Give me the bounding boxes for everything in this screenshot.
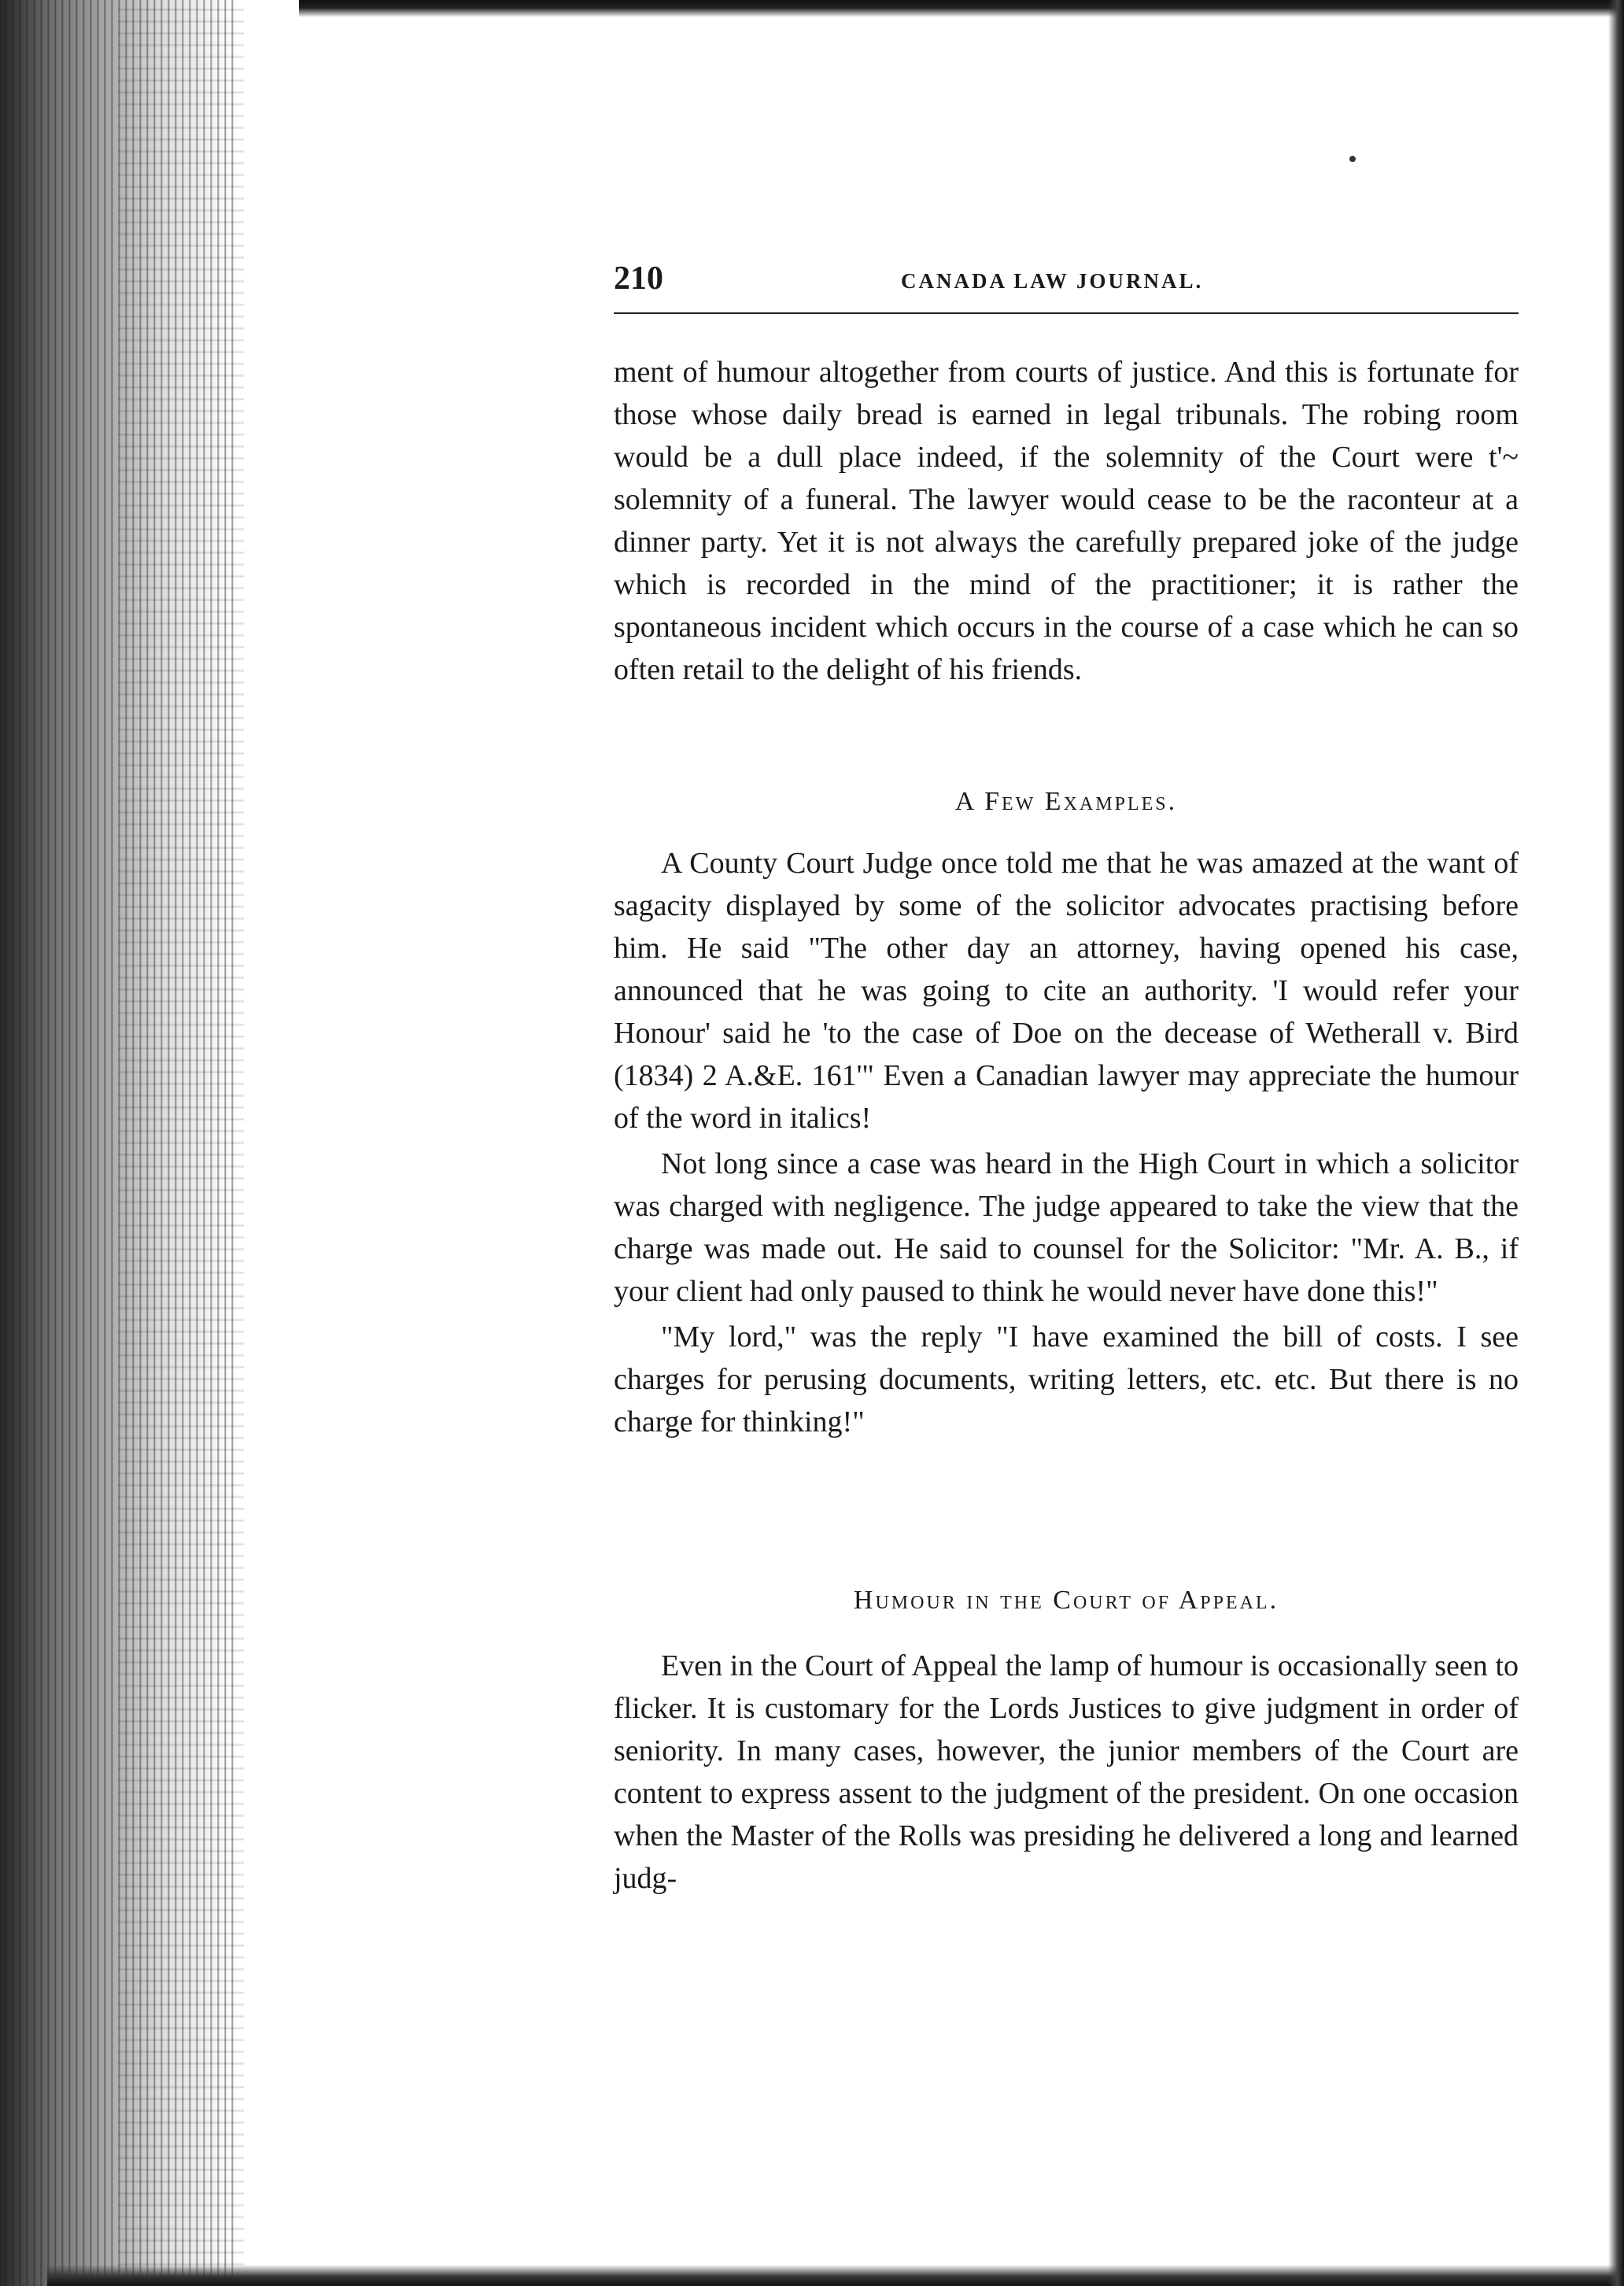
binding-speckle <box>118 0 244 2286</box>
section-examples-body <box>614 842 1519 1443</box>
page-right-edge <box>1608 0 1624 2286</box>
paragraph: "My lord," was the reply "I have examined the bill of costs. I see charges for perusing documents, writing letters, etc. etc. But there is no charge for thinking!" <box>614 1320 1519 1438</box>
opening-text <box>614 351 1519 691</box>
running-head: CANADA LAW JOURNAL. <box>901 269 1204 293</box>
paragraph: A County Court Judge once told me that he was amazed at the want of sagacity displayed by some of the solicitor advocates practising before him. He said "The other day an attorney, having opened his case, announced that he was going to cite an authority. 'I would refer your Honour' said he 'to the case of Doe on the decease of Wetherall v. Bird (1834) 2 A.&E. 161'" Even a Canadian lawyer may appreciate the humour of the word in italics! <box>614 847 1519 1135</box>
section-heading-court-of-appeal: Humour in the Court of Appeal. <box>853 1586 1279 1615</box>
paragraph: Not long since a case was heard in the High Court in which a solicitor was charged with negligence. The judge appeared to take the view that the charge was made out. He said to counsel for the Solicitor: "Mr. A. B., if your client had only paused to think he would never have done this!" <box>614 1147 1519 1308</box>
page-bottom-edge <box>47 2265 1624 2286</box>
page-top-edge <box>299 0 1624 17</box>
page-number: 210 <box>614 260 663 297</box>
section-heading-examples: A Few Examples. <box>954 787 1178 816</box>
page-header <box>614 260 1519 307</box>
paragraph: ment of humour altogether from courts of justice. And this is fortunate for those whose daily bread is earned in legal tribunals. The robing room would be a dull place indeed, if the solemnity of the Court were t'~ solemnity of a funeral. The lawyer would cease to be the raconteur at a dinner party. Yet it is not always the carefully prepared joke of the judge which is recorded in the mind of the practitioner; it is rather the spontaneous incident which occurs in the course of a case which he can so often retail to the delight of his friends. <box>614 356 1519 686</box>
paragraph: Even in the Court of Appeal the lamp of humour is occasionally seen to flicker. It is customary for the Lords Justices to give judgment in order of seniority. In many cases, however, the junior members of the Court are content to express assent to the judgment of the president. On one occasion when the Master of the Rolls was presiding he delivered a long and learned judg- <box>614 1649 1519 1895</box>
scan-speck <box>1349 156 1356 162</box>
header-rule <box>614 312 1519 314</box>
section-appeal-body <box>614 1645 1519 1900</box>
